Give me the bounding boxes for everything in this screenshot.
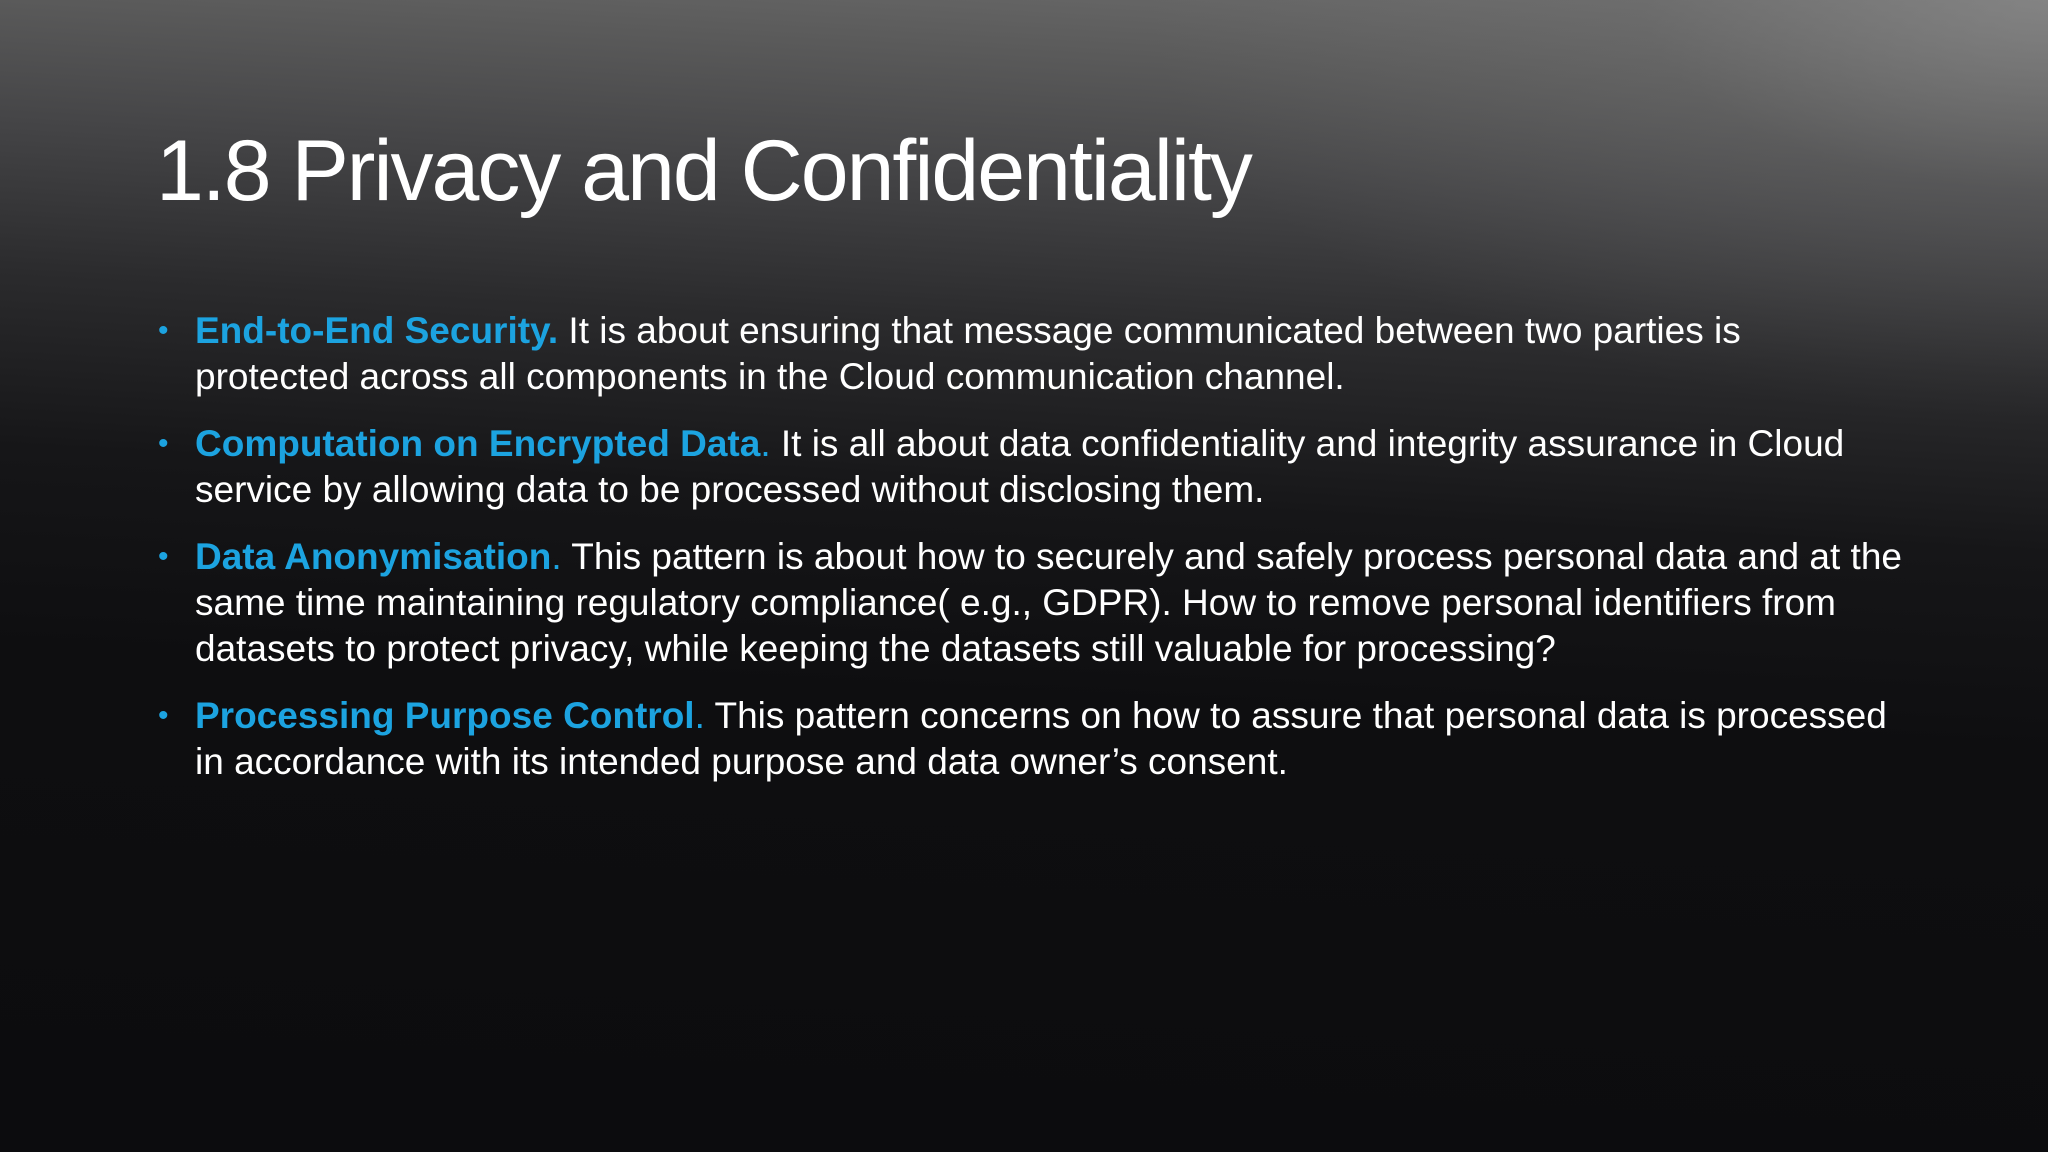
bullet-item-data-anonymisation [154, 534, 1904, 672]
bullet-term-separator: . [551, 536, 562, 577]
bullet-term: End-to-End Security. [195, 310, 559, 351]
slide-title: 1.8 Privacy and Confidentiality [156, 123, 1251, 219]
bullet-text: It is all about data confidentiality and integrity assurance in Cloud service by allowing data to be processed without disclosing them. [195, 423, 1845, 510]
bullet-item-computation-on-encrypted-data [154, 421, 1904, 513]
bullet-dot-icon: • [158, 314, 169, 347]
bullet-item-processing-purpose-control [154, 693, 1904, 785]
bullet-term: Processing Purpose Control [195, 695, 695, 736]
bullet-list [154, 308, 1904, 806]
bullet-term: Data Anonymisation [195, 536, 552, 577]
bullet-dot-icon: • [158, 699, 169, 732]
bullet-dot-icon: • [158, 540, 169, 573]
bullet-text: This pattern is about how to securely and safely process personal data and at the same time maintaining regulatory compliance( e.g., GDPR). How to remove personal identifiers from datasets to protect privacy, while keeping the datasets still valuable for processing? [195, 536, 1902, 669]
bullet-text: This pattern concerns on how to assure that personal data is processed in accordance with its intended purpose and data owner’s consent. [195, 695, 1887, 782]
bullet-term: Computation on Encrypted Data [195, 423, 761, 464]
bullet-term-separator: . [694, 695, 705, 736]
bullet-text: It is about ensuring that message communicated between two parties is protected across all components in the Cloud communication channel. [195, 310, 1741, 397]
bullet-term-separator: . [760, 423, 771, 464]
bullet-item-end-to-end-security [154, 308, 1904, 400]
bullet-dot-icon: • [158, 427, 169, 460]
